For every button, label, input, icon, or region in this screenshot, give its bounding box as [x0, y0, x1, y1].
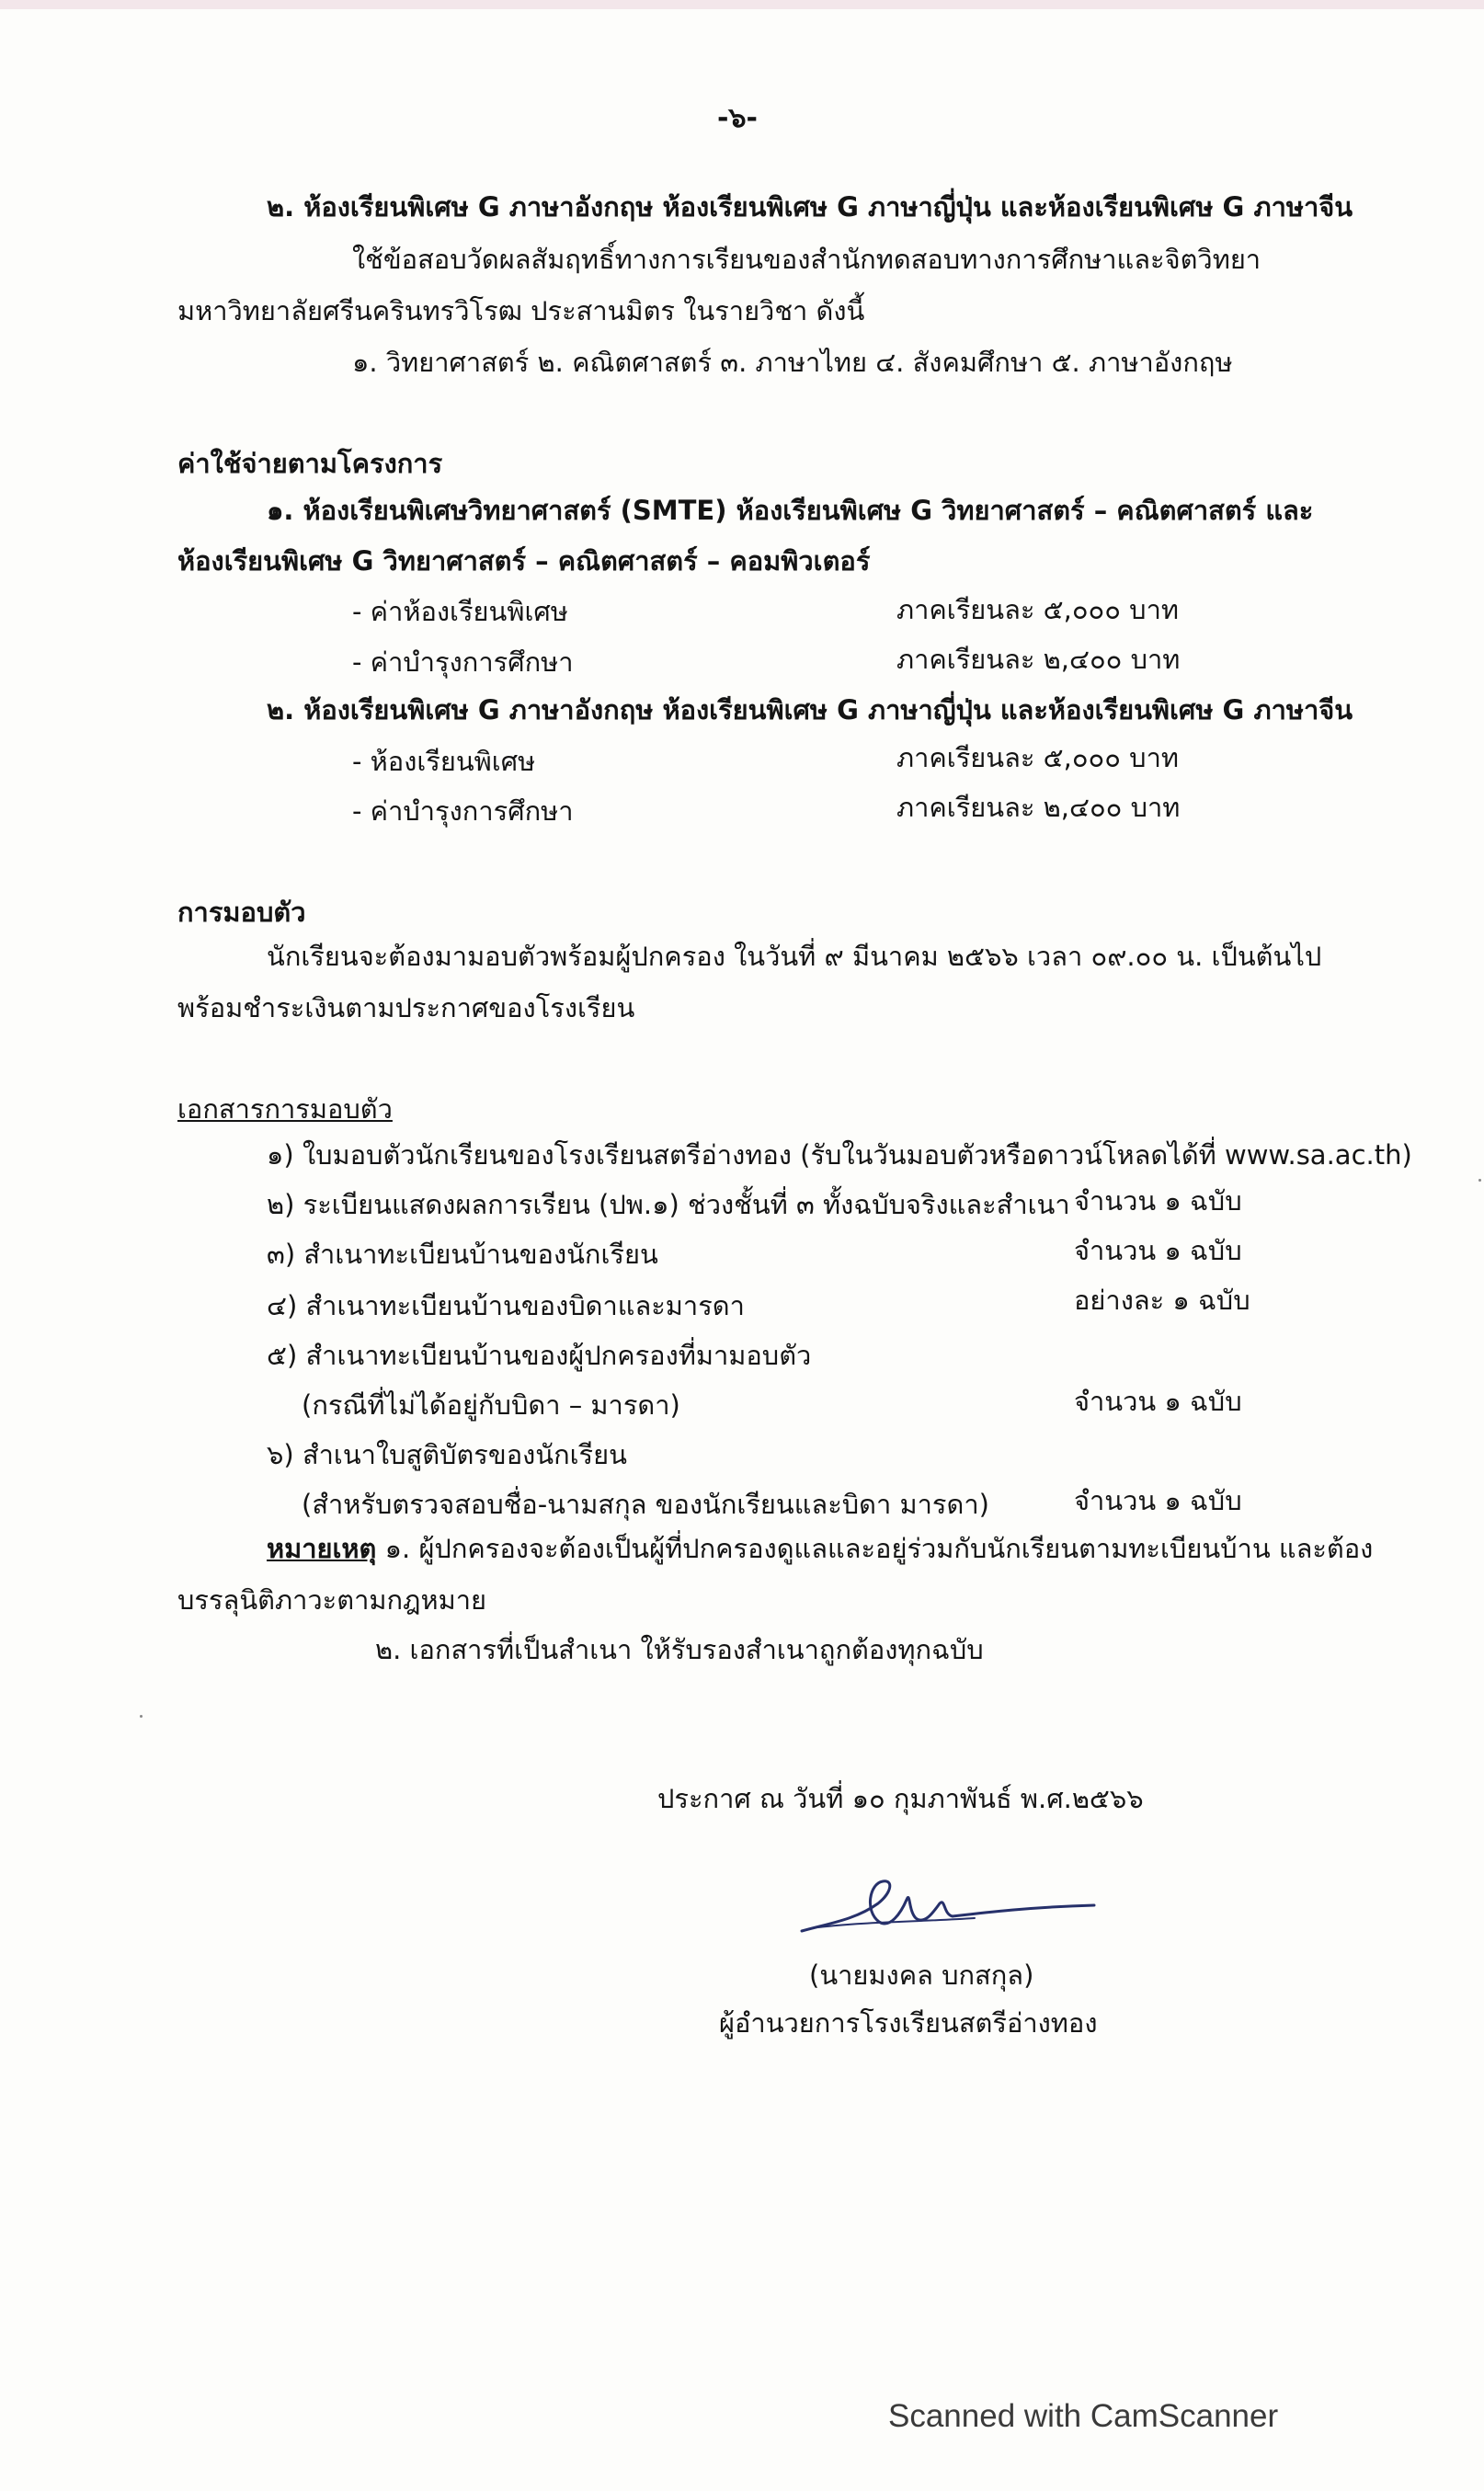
expense-label: - ค่าบำรุงการศึกษา: [352, 795, 574, 827]
expenses-item2-line1: ๒. ห้องเรียนพิเศษ G ภาษาอังกฤษ ห้องเรียนพิเศษ G ภาษาญี่ปุ่น และห้องเรียนพิเศษ G ภาษาจีน: [267, 694, 1353, 726]
document-qty: อย่างละ ๑ ฉบับ: [1074, 1285, 1250, 1316]
document-item: ๒) ระเบียนแสดงผลการเรียน (ปพ.๑) ช่วงชั้นที่ ๓ ทั้งฉบับจริงและสำเนา: [267, 1189, 1070, 1220]
sec2-line1: ๒. ห้องเรียนพิเศษ G ภาษาอังกฤษ ห้องเรียนพิเศษ G ภาษาญี่ปุ่น และห้องเรียนพิเศษ G ภาษาจีน: [267, 191, 1353, 223]
sec2-line2: ใช้ข้อสอบวัดผลสัมฤทธิ์ทางการเรียนของสำนักทดสอบทางการศึกษาและจิตวิทยา: [352, 244, 1261, 275]
document-qty: จำนวน ๑ ฉบับ: [1074, 1386, 1242, 1417]
expenses-item1-line2: ห้องเรียนพิเศษ G วิทยาศาสตร์ – คณิตศาสตร์ – คอมพิวเตอร์: [177, 545, 871, 577]
document-item: ๖) สำเนาใบสูติบัตรของนักเรียน: [267, 1439, 627, 1470]
note1-line2: บรรลุนิติภาวะตามกฎหมาย: [177, 1584, 487, 1616]
announcement-date: ประกาศ ณ วันที่ ๑๐ กุมภาพันธ์ พ.ศ.๒๕๖๖: [657, 1783, 1144, 1814]
document-qty: จำนวน ๑ ฉบับ: [1074, 1485, 1242, 1516]
expense-amount: ภาคเรียนละ ๒,๔๐๐ บาท: [896, 792, 1181, 823]
document-qty: จำนวน ๑ ฉบับ: [1074, 1185, 1242, 1217]
expense-label: - ค่าห้องเรียนพิเศษ: [352, 596, 568, 627]
document-item: ๔) สำเนาทะเบียนบ้านของบิดาและมารดา: [267, 1290, 745, 1321]
expense-amount: ภาคเรียนละ ๒,๔๐๐ บาท: [896, 644, 1181, 675]
document-qty: จำนวน ๑ ฉบับ: [1074, 1235, 1242, 1266]
expense-label: - ค่าบำรุงการศึกษา: [352, 646, 574, 678]
signer-title: ผู้อำนวยการโรงเรียนสตรีอ่างทอง: [719, 2007, 1098, 2039]
notes-label: หมายเหตุ: [267, 1533, 377, 1564]
expense-label: - ห้องเรียนพิเศษ: [352, 746, 536, 777]
expense-amount: ภาคเรียนละ ๕,๐๐๐ บาท: [896, 742, 1179, 773]
sec2-line3: มหาวิทยาลัยศรีนครินทรวิโรฒ ประสานมิตร ในรายวิชา ดังนี้: [177, 295, 865, 326]
sec2-subjects: ๑. วิทยาศาสตร์ ๒. คณิตศาสตร์ ๓. ภาษาไทย ๔. สังคมศึกษา ๕. ภาษาอังกฤษ: [352, 347, 1233, 378]
document-item: ๓) สำเนาทะเบียนบ้านของนักเรียน: [267, 1239, 658, 1270]
documents-heading: เอกสารการมอบตัว: [177, 1093, 393, 1125]
note2: ๒. เอกสารที่เป็นสำเนา ให้รับรองสำเนาถูกต้องทุกฉบับ: [375, 1634, 984, 1665]
page-number: -๖-: [717, 102, 758, 134]
expenses-item1-line1: ๑. ห้องเรียนพิเศษวิทยาศาสตร์ (SMTE) ห้องเรียนพิเศษ G วิทยาศาสตร์ – คณิตศาสตร์ และ: [267, 495, 1314, 526]
note1-text: ๑. ผู้ปกครองจะต้องเป็นผู้ที่ปกครองดูแลและอยู่ร่วมกับนักเรียนตามทะเบียนบ้าน และต้อง: [376, 1533, 1374, 1564]
scan-speck: [1478, 1179, 1481, 1182]
scan-top-edge: [0, 0, 1484, 9]
expense-amount: ภาคเรียนละ ๕,๐๐๐ บาท: [896, 594, 1179, 625]
reporting-line1: นักเรียนจะต้องมามอบตัวพร้อมผู้ปกครอง ในวันที่ ๙ มีนาคม ๒๕๖๖ เวลา ๐๙.๐๐ น. เป็นต้นไป: [267, 941, 1322, 972]
expenses-heading: ค่าใช้จ่ายตามโครงการ: [177, 448, 443, 479]
document-item: ๑) ใบมอบตัวนักเรียนของโรงเรียนสตรีอ่างทอง (รับในวันมอบตัวหรือดาวน์โหลดได้ที่ www.sa.ac.th): [267, 1139, 1412, 1171]
signature: [791, 1867, 1103, 1949]
reporting-line2: พร้อมชำระเงินตามประกาศของโรงเรียน: [177, 992, 635, 1023]
document-item-note: (กรณีที่ไม่ได้อยู่กับบิดา – มารดา): [302, 1389, 680, 1421]
scan-speck: [140, 1715, 143, 1718]
note1-line1: [267, 1530, 1373, 1567]
document-item: ๕) สำเนาทะเบียนบ้านของผู้ปกครองที่มามอบตัว: [267, 1340, 812, 1371]
signer-name: (นายมงคล บกสกุล): [809, 1960, 1034, 1991]
document-item-note: (สำหรับตรวจสอบชื่อ-นามสกุล ของนักเรียนและบิดา มารดา): [302, 1489, 989, 1520]
reporting-heading: การมอบตัว: [177, 897, 306, 928]
camscanner-watermark: Scanned with CamScanner: [888, 2398, 1279, 2434]
